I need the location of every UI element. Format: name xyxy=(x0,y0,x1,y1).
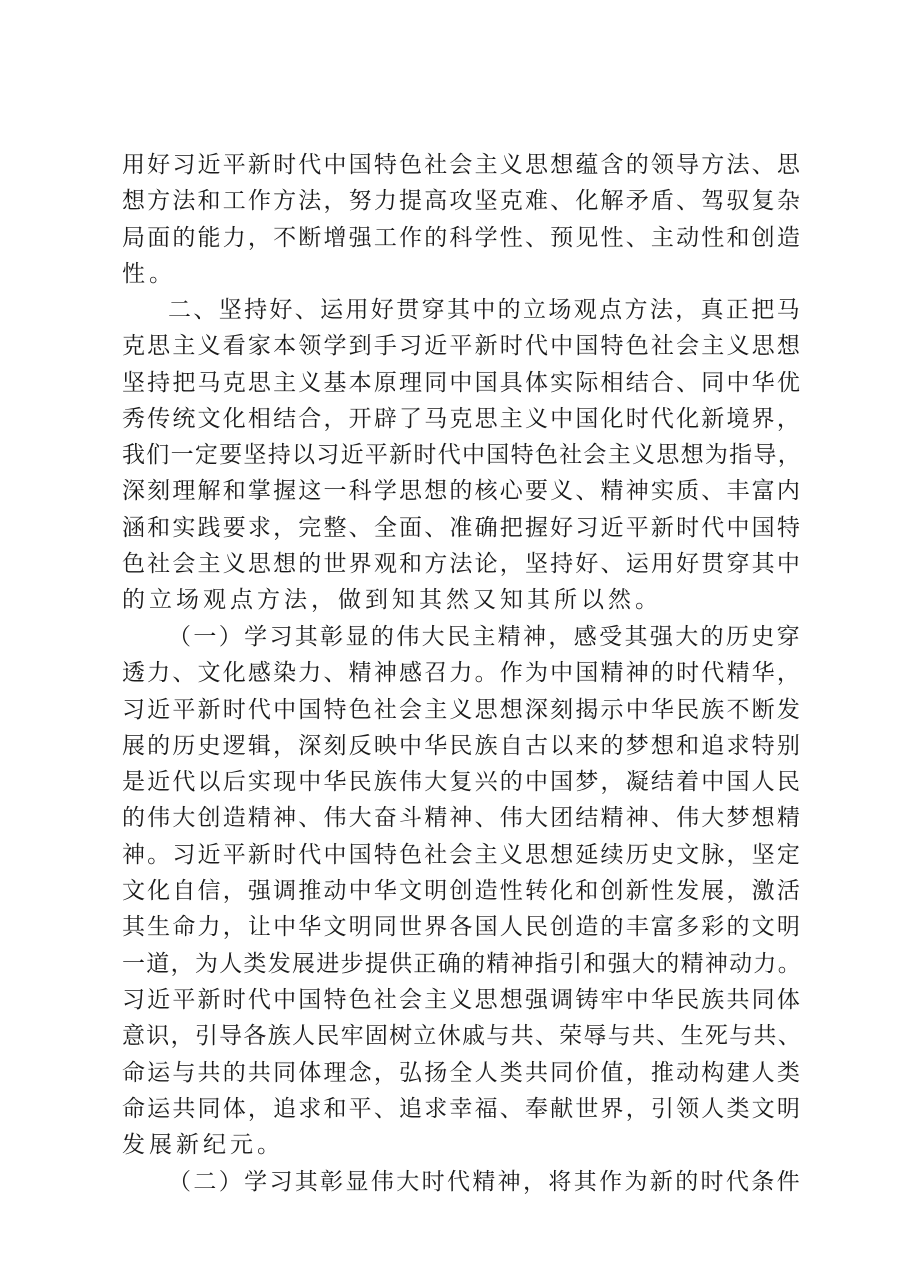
text-line: 习近平新时代中国特色社会主义思想深刻揭示中华民族不断发 xyxy=(122,696,802,723)
paragraph-subsection-two xyxy=(122,1164,802,1200)
text-line: 的立场观点方法，做到知其然又知其所以然。 xyxy=(122,587,662,614)
text-line: 神。习近平新时代中国特色社会主义思想延续历史文脉，坚定 xyxy=(122,841,802,868)
text-line: 发展新纪元。 xyxy=(122,1132,284,1159)
text-line: 展的历史逻辑，深刻反映中华民族自古以来的梦想和追求特别 xyxy=(122,732,802,759)
text-line: 坚持把马克思主义基本原理同中国具体实际相结合、同中华优 xyxy=(122,369,802,396)
text-line: 想方法和工作方法，努力提高攻坚克难、化解矛盾、驾驭复杂 xyxy=(122,188,802,215)
text-line: 涵和实践要求，完整、全面、准确把握好习近平新时代中国特 xyxy=(122,514,802,541)
paragraph-subsection-one xyxy=(122,619,802,1163)
text-line: 透力、文化感染力、精神感召力。作为中国精神的时代精华， xyxy=(122,660,802,687)
text-line: 一道，为人类发展进步提供正确的精神指引和强大的精神动力。 xyxy=(122,950,802,977)
text-line: 用好习近平新时代中国特色社会主义思想蕴含的领导方法、思 xyxy=(122,152,802,178)
text-line: 命运共同体，追求和平、追求幸福、奉献世界，引领人类文明 xyxy=(122,1095,802,1122)
paragraph-leadership-methods xyxy=(122,147,802,292)
text-line: 性。 xyxy=(122,260,176,287)
paragraph-section-two xyxy=(122,292,802,619)
text-line: 色社会主义思想的世界观和方法论，坚持好、运用好贯穿其中 xyxy=(122,551,802,578)
text-line: 命运与共的共同体理念，弘扬全人类共同价值，推动构建人类 xyxy=(122,1059,802,1086)
text-line: 习近平新时代中国特色社会主义思想强调铸牢中华民族共同体 xyxy=(122,986,802,1013)
text-line: 我们一定要坚持以习近平新时代中国特色社会主义思想为指导， xyxy=(122,442,802,469)
text-line: 秀传统文化相结合，开辟了马克思主义中国化时代化新境界， xyxy=(122,405,802,432)
text-line: 深刻理解和掌握这一科学思想的核心要义、精神实质、丰富内 xyxy=(122,478,802,505)
text-line: 意识，引导各族人民牢固树立休戚与共、荣辱与共、生死与共、 xyxy=(122,1023,802,1050)
text-line: （二）学习其彰显伟大时代精神，将其作为新的时代条件 xyxy=(168,1169,802,1195)
text-line: 文化自信，强调推动中华文明创造性转化和创新性发展，激活 xyxy=(122,878,802,905)
text-line: 其生命力，让中华文明同世界各国人民创造的丰富多彩的文明 xyxy=(122,914,802,941)
text-line: 局面的能力，不断增强工作的科学性、预见性、主动性和创造 xyxy=(122,224,802,251)
text-line: 的伟大创造精神、伟大奋斗精神、伟大团结精神、伟大梦想精 xyxy=(122,805,802,832)
text-line: 克思主义看家本领学到手习近平新时代中国特色社会主义思想 xyxy=(122,333,802,360)
text-line: 是近代以后实现中华民族伟大复兴的中国梦，凝结着中国人民 xyxy=(122,769,802,796)
text-line: 二、坚持好、运用好贯穿其中的立场观点方法，真正把马 xyxy=(168,297,802,323)
text-line: （一）学习其彰显的伟大民主精神，感受其强大的历史穿 xyxy=(168,624,802,650)
